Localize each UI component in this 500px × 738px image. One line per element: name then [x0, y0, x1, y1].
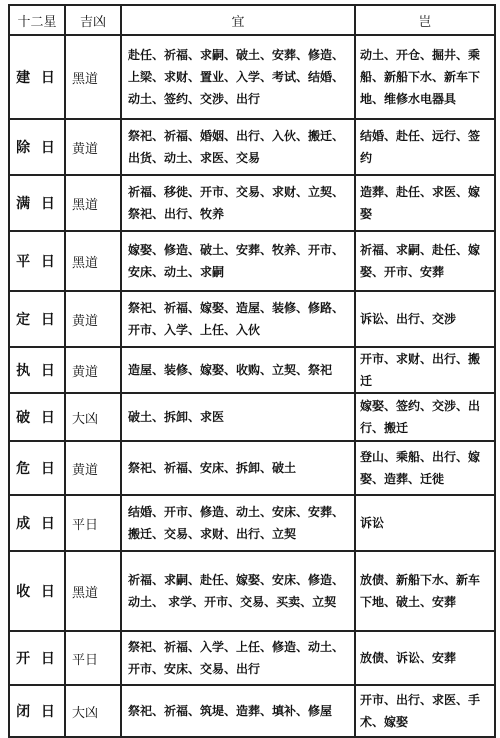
ji-cell: 开市、求财、出行、搬迁	[355, 347, 495, 393]
star-cell: 建 日	[9, 35, 65, 119]
ji-cell: 动土、开仓、掘井、乘船、新船下水、新车下地、维修水电器具	[355, 35, 495, 119]
star-cell: 收 日	[9, 551, 65, 631]
star-cell: 闭 日	[9, 685, 65, 737]
table-row	[9, 175, 495, 231]
yi-cell: 祭祀、祈福、嫁娶、造屋、装修、修路、开市、入学、上任、入伙	[121, 291, 355, 347]
luck-cell: 大凶	[65, 393, 121, 441]
table-row	[9, 551, 495, 631]
star-cell: 平 日	[9, 231, 65, 291]
table-row	[9, 631, 495, 685]
yi-cell: 结婚、开市、修造、动土、安床、安葬、搬迁、交易、求财、出行、立契	[121, 495, 355, 551]
table-row	[9, 347, 495, 393]
star-cell: 危 日	[9, 441, 65, 495]
ji-cell: 诉讼、出行、交涉	[355, 291, 495, 347]
luck-cell: 大凶	[65, 685, 121, 737]
yi-cell: 祭祀、祈福、安床、拆卸、破土	[121, 441, 355, 495]
ji-cell: 诉讼	[355, 495, 495, 551]
table-row	[9, 393, 495, 441]
luck-cell: 黑道	[65, 35, 121, 119]
luck-cell: 黑道	[65, 231, 121, 291]
table-row	[9, 119, 495, 175]
almanac-table-container	[8, 4, 494, 738]
star-cell: 满 日	[9, 175, 65, 231]
ji-cell: 嫁娶、签约、交涉、出行、搬迁	[355, 393, 495, 441]
ji-cell: 开市、出行、求医、手术、嫁娶	[355, 685, 495, 737]
header-row	[9, 5, 495, 35]
luck-cell: 黄道	[65, 441, 121, 495]
luck-cell: 平日	[65, 495, 121, 551]
table-row	[9, 231, 495, 291]
star-cell: 除 日	[9, 119, 65, 175]
star-cell: 成 日	[9, 495, 65, 551]
yi-cell: 赴任、祈福、求嗣、破土、安葬、修造、上梁、求财、置业、入学、考试、结婚、动土、签约、交涉、出行	[121, 35, 355, 119]
header-ji: 岂	[355, 5, 495, 35]
header-luck: 吉凶	[65, 5, 121, 35]
table-row	[9, 441, 495, 495]
table-row	[9, 685, 495, 737]
yi-cell: 造屋、装修、嫁娶、收购、立契、祭祀	[121, 347, 355, 393]
ji-cell: 祈福、求嗣、赴任、嫁娶、开市、安葬	[355, 231, 495, 291]
star-cell: 破 日	[9, 393, 65, 441]
yi-cell: 祈福、移徙、开市、交易、求财、立契、祭祀、出行、牧养	[121, 175, 355, 231]
yi-cell: 祭祀、祈福、筑堤、造葬、填补、修屋	[121, 685, 355, 737]
almanac-table	[8, 4, 496, 738]
yi-cell: 祭祀、祈福、婚姻、出行、入伙、搬迁、出货、动土、求医、交易	[121, 119, 355, 175]
yi-cell: 破土、拆卸、求医	[121, 393, 355, 441]
header-yi: 宜	[121, 5, 355, 35]
ji-cell: 登山、乘船、出行、嫁娶、造葬、迁徙	[355, 441, 495, 495]
yi-cell: 祈福、求嗣、赴任、嫁娶、安床、修造、动土、 求学、开市、交易、买卖、立契	[121, 551, 355, 631]
ji-cell: 放债、诉讼、安葬	[355, 631, 495, 685]
ji-cell: 造葬、赴任、求医、嫁娶	[355, 175, 495, 231]
table-row	[9, 291, 495, 347]
ji-cell: 放债、新船下水、新车下地、破土、安葬	[355, 551, 495, 631]
luck-cell: 平日	[65, 631, 121, 685]
star-cell: 执 日	[9, 347, 65, 393]
star-cell: 开 日	[9, 631, 65, 685]
table-row	[9, 35, 495, 119]
ji-cell: 结婚、赴任、远行、签约	[355, 119, 495, 175]
luck-cell: 黑道	[65, 551, 121, 631]
luck-cell: 黄道	[65, 347, 121, 393]
star-cell: 定 日	[9, 291, 65, 347]
yi-cell: 祭祀、祈福、入学、上任、修造、动土、开市、安床、交易、出行	[121, 631, 355, 685]
table-row	[9, 495, 495, 551]
luck-cell: 黑道	[65, 175, 121, 231]
luck-cell: 黄道	[65, 291, 121, 347]
yi-cell: 嫁娶、修造、破土、安葬、牧养、开市、安床、动土、求嗣	[121, 231, 355, 291]
header-star: 十二星	[9, 5, 65, 35]
luck-cell: 黄道	[65, 119, 121, 175]
